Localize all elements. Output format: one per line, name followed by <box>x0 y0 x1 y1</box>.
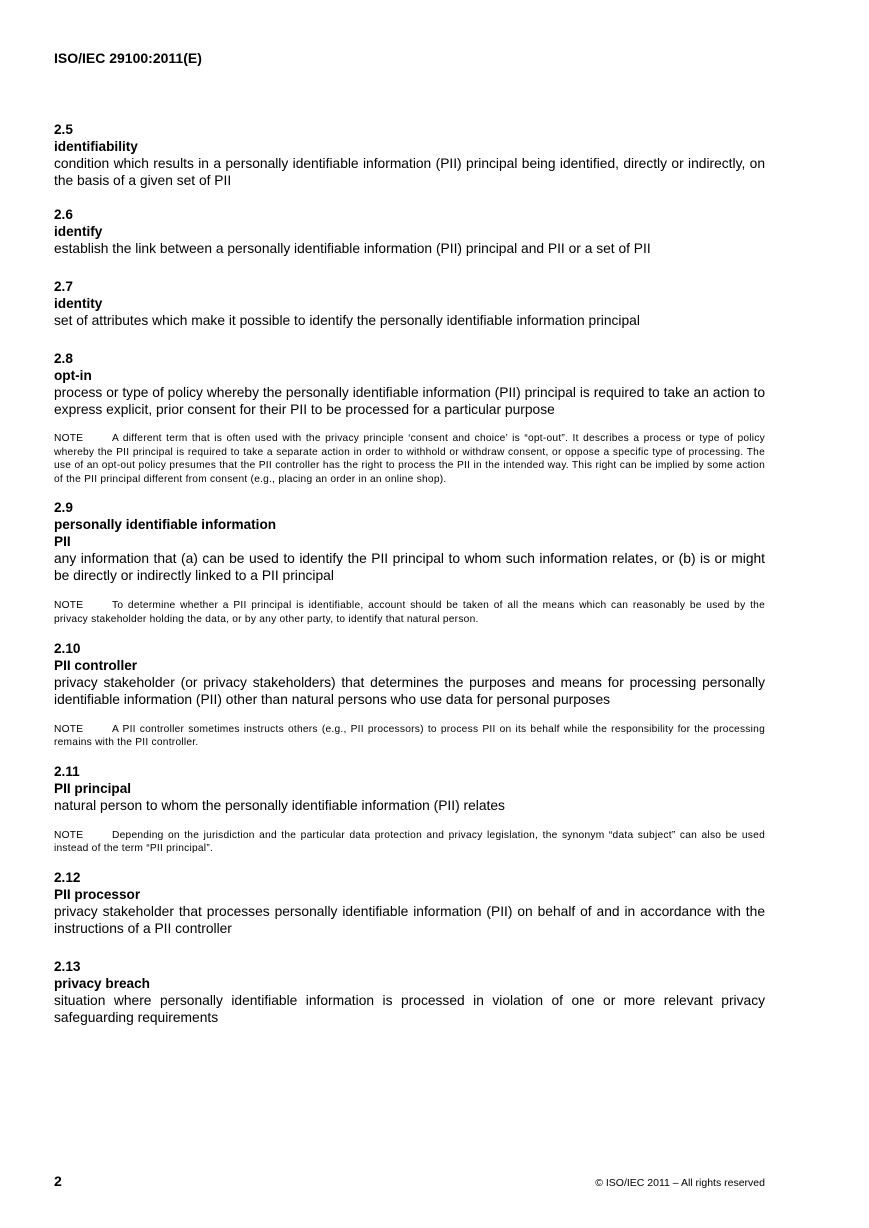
term-entry-2-6 <box>54 206 765 257</box>
term-entry-2-7 <box>54 278 765 329</box>
note-text: Depending on the jurisdiction and the particular data protection and privacy legislation, the synonym “data subject” can also be used instead of the term “PII principal”. <box>54 829 765 855</box>
term-number: 2.11 <box>54 763 80 779</box>
term-name: PII principal <box>54 780 132 796</box>
term-name: PII controller <box>54 657 138 673</box>
term-note <box>54 432 765 486</box>
term-note <box>54 829 765 856</box>
term-name: personally identifiable information <box>54 517 277 533</box>
term-entry-2-8 <box>54 350 765 486</box>
note-label: NOTE <box>54 723 84 735</box>
note-label: NOTE <box>54 600 84 612</box>
note-text: A PII controller sometimes instructs others (e.g., PII processors) to process PII on its behalf while the responsibility for the processing remains with the PII controller. <box>54 723 765 749</box>
term-entry-2-5 <box>54 121 765 189</box>
term-number: 2.7 <box>54 279 73 294</box>
term-definition: situation where personally identifiable information is processed in violation of one or more relevant privacy safeguarding requirements <box>54 992 765 1025</box>
term-definition: natural person to whom the personally identifiable information (PII) relates <box>54 797 505 813</box>
term-number: 2.9 <box>54 500 73 516</box>
note-label: NOTE <box>54 433 84 444</box>
term-number: 2.6 <box>54 207 73 222</box>
term-definition: process or type of policy whereby the personally identifiable information (PII) principal is required to take an action to express explicit, prior consent for their PII to be processed for a particular purpose <box>54 385 765 417</box>
term-abbreviation: PII <box>54 534 71 550</box>
document-header: ISO/IEC 29100:2011(E) <box>54 50 202 66</box>
term-entry-2-13 <box>54 958 765 1026</box>
term-definition: privacy stakeholder (or privacy stakeholders) that determines the purposes and means for processing personally identifiable information (PII) other than natural persons who use data for personal purposes <box>54 674 765 707</box>
term-entry-2-11 <box>54 763 765 856</box>
term-definition: condition which results in a personally identifiable information (PII) principal being identified, directly or indirectly, on the basis of a given set of PII <box>54 156 765 188</box>
term-name: identify <box>54 224 103 239</box>
term-definition: set of attributes which make it possible to identify the personally identifiable information principal <box>54 313 640 328</box>
term-definition: any information that (a) can be used to identify the PII principal to whom such information relates, or (b) is or might be directly or indirectly linked to a PII principal <box>54 551 765 584</box>
term-name: identity <box>54 296 103 311</box>
term-definition: establish the link between a personally identifiable information (PII) principal and PII or a set of PII <box>54 241 651 256</box>
note-text: To determine whether a PII principal is identifiable, account should be taken of all the means which can reasonably be used by the privacy stakeholder holding the data, or by any other party, to identify that natural person. <box>54 600 765 625</box>
terms-list <box>54 121 765 1026</box>
term-number: 2.13 <box>54 958 81 974</box>
term-number: 2.10 <box>54 640 81 656</box>
term-note <box>54 723 765 750</box>
term-number: 2.12 <box>54 869 81 885</box>
term-name: identifiability <box>54 139 138 154</box>
term-number: 2.5 <box>54 122 73 137</box>
copyright-notice: © ISO/IEC 2011 – All rights reserved <box>595 1177 765 1189</box>
note-label: NOTE <box>54 829 84 841</box>
note-text: A different term that is often used with the privacy principle ‘consent and choice’ is “opt-out”. It describes a process or type of policy whereby the PII principal is required to take a separate action in order to withhold or withdraw consent, or oppose a specific type of processing. The use of an opt-out policy presumes that the PII controller has the right to process the PII in the intended way. This right can be implied by some action of the PII principal different from consent (e.g., placing an order in an online shop). <box>54 433 765 485</box>
term-name: privacy breach <box>54 975 150 991</box>
term-name: PII processor <box>54 886 141 902</box>
term-entry-2-9 <box>54 499 765 626</box>
term-number: 2.8 <box>54 351 73 366</box>
term-name: opt-in <box>54 368 92 383</box>
term-entry-2-12 <box>54 869 765 937</box>
page-number: 2 <box>54 1173 62 1189</box>
term-entry-2-10 <box>54 640 765 750</box>
term-definition: privacy stakeholder that processes personally identifiable information (PII) on behalf of and in accordance with the instructions of a PII controller <box>54 903 765 936</box>
term-note <box>54 599 765 626</box>
